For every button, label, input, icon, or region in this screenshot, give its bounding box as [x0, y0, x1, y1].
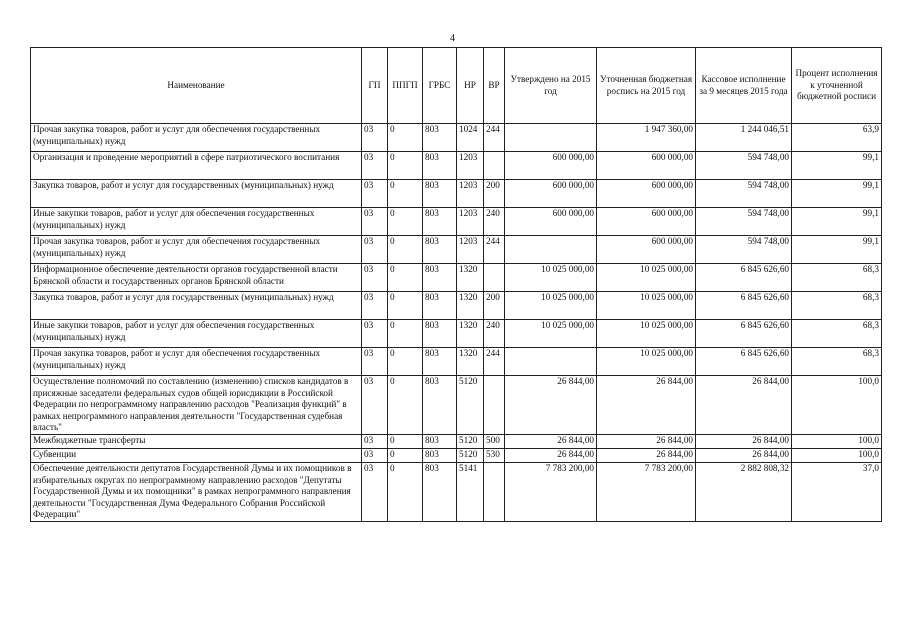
row-approved: 7 783 200,00: [505, 462, 597, 521]
row-percent: 68,3: [792, 292, 882, 320]
row-vr: [484, 376, 505, 435]
table-row: [31, 348, 882, 376]
budget-table: [30, 47, 882, 522]
row-vr: 244: [484, 124, 505, 152]
row-ppgp: 0: [388, 180, 423, 208]
row-cash: 6 845 626,60: [696, 264, 792, 292]
row-ppgp: 0: [388, 448, 423, 462]
row-refined: 26 844,00: [597, 448, 696, 462]
row-approved: 10 025 000,00: [505, 264, 597, 292]
row-approved: [505, 236, 597, 264]
row-np: 1320: [457, 264, 484, 292]
row-grbs: 803: [423, 448, 457, 462]
header-ppgp: ППГП: [388, 48, 423, 124]
row-refined: 26 844,00: [597, 376, 696, 435]
row-vr: 530: [484, 448, 505, 462]
row-refined: 10 025 000,00: [597, 348, 696, 376]
row-gp: 03: [362, 264, 388, 292]
row-gp: 03: [362, 320, 388, 348]
row-grbs: 803: [423, 124, 457, 152]
row-approved: 10 025 000,00: [505, 292, 597, 320]
row-cash: 594 748,00: [696, 180, 792, 208]
row-approved: 600 000,00: [505, 208, 597, 236]
row-grbs: 803: [423, 236, 457, 264]
row-vr: [484, 152, 505, 180]
row-np: 1320: [457, 292, 484, 320]
row-ppgp: 0: [388, 320, 423, 348]
header-cash: Кассовое исполнение за 9 месяцев 2015 года: [696, 48, 792, 124]
row-approved: 26 844,00: [505, 448, 597, 462]
row-np: 1024: [457, 124, 484, 152]
header-grbs: ГРБС: [423, 48, 457, 124]
table-row: [31, 292, 882, 320]
row-approved: 600 000,00: [505, 180, 597, 208]
row-ppgp: 0: [388, 208, 423, 236]
row-name: Закупка товаров, работ и услуг для государственных (муниципальных) нужд: [31, 292, 362, 320]
row-np: 1203: [457, 236, 484, 264]
header-name: Наименование: [31, 48, 362, 124]
row-gp: 03: [362, 448, 388, 462]
row-grbs: 803: [423, 348, 457, 376]
row-gp: 03: [362, 236, 388, 264]
row-ppgp: 0: [388, 462, 423, 521]
row-percent: 68,3: [792, 264, 882, 292]
header-gp: ГП: [362, 48, 388, 124]
row-refined: 1 947 360,00: [597, 124, 696, 152]
row-name: Иные закупки товаров, работ и услуг для обеспечения государственных (муниципальных) нужд: [31, 320, 362, 348]
row-approved: 26 844,00: [505, 434, 597, 448]
row-ppgp: 0: [388, 434, 423, 448]
row-gp: 03: [362, 208, 388, 236]
row-refined: 10 025 000,00: [597, 264, 696, 292]
row-name: Прочая закупка товаров, работ и услуг для обеспечения государственных (муниципальных) нужд: [31, 236, 362, 264]
row-refined: 600 000,00: [597, 152, 696, 180]
row-cash: 1 244 046,51: [696, 124, 792, 152]
table-row: [31, 152, 882, 180]
row-vr: 200: [484, 180, 505, 208]
row-gp: 03: [362, 292, 388, 320]
row-grbs: 803: [423, 320, 457, 348]
row-ppgp: 0: [388, 292, 423, 320]
row-name: Осуществление полномочий по составлению (изменению) списков кандидатов в присяжные заседатели федеральных судов общей юрисдикции в Российской Федерации по непрограммному направлению расходов "Реализация функций" в рамках непрограммного направления деятельности "Государственная судебная власть": [31, 376, 362, 435]
page-number: 4: [450, 33, 455, 44]
row-name: Закупка товаров, работ и услуг для государственных (муниципальных) нужд: [31, 180, 362, 208]
row-ppgp: 0: [388, 152, 423, 180]
row-ppgp: 0: [388, 376, 423, 435]
row-name: Иные закупки товаров, работ и услуг для обеспечения государственных (муниципальных) нужд: [31, 208, 362, 236]
row-gp: 03: [362, 124, 388, 152]
row-percent: 100,0: [792, 448, 882, 462]
row-percent: 99,1: [792, 180, 882, 208]
row-cash: 6 845 626,60: [696, 292, 792, 320]
header-refined: Уточненная бюджетная роспись на 2015 год: [597, 48, 696, 124]
row-cash: 6 845 626,60: [696, 320, 792, 348]
row-grbs: 803: [423, 462, 457, 521]
header-approved: Утверждено на 2015 год: [505, 48, 597, 124]
row-refined: 10 025 000,00: [597, 320, 696, 348]
row-percent: 68,3: [792, 320, 882, 348]
table-header-row: [31, 48, 882, 124]
row-gp: 03: [362, 462, 388, 521]
row-name: Субвенции: [31, 448, 362, 462]
row-grbs: 803: [423, 264, 457, 292]
row-approved: 600 000,00: [505, 152, 597, 180]
row-percent: 68,3: [792, 348, 882, 376]
row-approved: [505, 348, 597, 376]
row-vr: 200: [484, 292, 505, 320]
row-refined: 600 000,00: [597, 236, 696, 264]
row-name: Межбюджетные трансферты: [31, 434, 362, 448]
table-row: [31, 320, 882, 348]
row-np: 5120: [457, 448, 484, 462]
row-vr: 500: [484, 434, 505, 448]
row-refined: 600 000,00: [597, 208, 696, 236]
header-np: НР: [457, 48, 484, 124]
table-row: [31, 236, 882, 264]
row-grbs: 803: [423, 434, 457, 448]
row-vr: 240: [484, 208, 505, 236]
row-percent: 100,0: [792, 376, 882, 435]
row-approved: 10 025 000,00: [505, 320, 597, 348]
row-np: 5141: [457, 462, 484, 521]
row-name: Организация и проведение мероприятий в сфере патриотического воспитания: [31, 152, 362, 180]
row-gp: 03: [362, 376, 388, 435]
row-cash: 6 845 626,60: [696, 348, 792, 376]
row-approved: [505, 124, 597, 152]
table-row: [31, 124, 882, 152]
table-row: [31, 180, 882, 208]
row-vr: [484, 264, 505, 292]
row-gp: 03: [362, 434, 388, 448]
row-ppgp: 0: [388, 348, 423, 376]
row-ppgp: 0: [388, 236, 423, 264]
row-refined: 600 000,00: [597, 180, 696, 208]
table-row: [31, 448, 882, 462]
row-cash: 26 844,00: [696, 448, 792, 462]
row-cash: 594 748,00: [696, 236, 792, 264]
row-vr: 244: [484, 236, 505, 264]
row-cash: 26 844,00: [696, 376, 792, 435]
header-vr: ВР: [484, 48, 505, 124]
row-np: 5120: [457, 434, 484, 448]
row-np: 1203: [457, 180, 484, 208]
row-ppgp: 0: [388, 264, 423, 292]
row-refined: 10 025 000,00: [597, 292, 696, 320]
table-row: [31, 264, 882, 292]
row-vr: 244: [484, 348, 505, 376]
row-cash: 594 748,00: [696, 208, 792, 236]
row-name: Обеспечение деятельности депутатов Государственной Думы и их помощников в избирательных округах по непрограммному направлению расходов "Депутаты Государственной Думы и их помощники" в рамках непрограммного направления деятельности "Государственная Дума Федерального Собрания Российской Федерации": [31, 462, 362, 521]
row-grbs: 803: [423, 208, 457, 236]
row-grbs: 803: [423, 376, 457, 435]
table-row: [31, 376, 882, 435]
row-refined: 7 783 200,00: [597, 462, 696, 521]
row-cash: 2 882 808,32: [696, 462, 792, 521]
row-refined: 26 844,00: [597, 434, 696, 448]
row-gp: 03: [362, 180, 388, 208]
row-np: 5120: [457, 376, 484, 435]
row-percent: 99,1: [792, 208, 882, 236]
row-ppgp: 0: [388, 124, 423, 152]
row-percent: 63,9: [792, 124, 882, 152]
row-percent: 100,0: [792, 434, 882, 448]
row-percent: 37,0: [792, 462, 882, 521]
row-grbs: 803: [423, 152, 457, 180]
row-gp: 03: [362, 348, 388, 376]
row-cash: 26 844,00: [696, 434, 792, 448]
row-percent: 99,1: [792, 152, 882, 180]
row-np: 1203: [457, 152, 484, 180]
table-row: [31, 462, 882, 521]
table-row: [31, 208, 882, 236]
row-vr: 240: [484, 320, 505, 348]
row-grbs: 803: [423, 180, 457, 208]
row-np: 1203: [457, 208, 484, 236]
row-vr: [484, 462, 505, 521]
row-approved: 26 844,00: [505, 376, 597, 435]
row-name: Прочая закупка товаров, работ и услуг для обеспечения государственных (муниципальных) нужд: [31, 124, 362, 152]
row-name: Информационное обеспечение деятельности органов государственной власти Брянской области и государственных органов Брянской области: [31, 264, 362, 292]
table-row: [31, 434, 882, 448]
row-cash: 594 748,00: [696, 152, 792, 180]
row-percent: 99,1: [792, 236, 882, 264]
row-gp: 03: [362, 152, 388, 180]
row-np: 1320: [457, 320, 484, 348]
row-grbs: 803: [423, 292, 457, 320]
row-name: Прочая закупка товаров, работ и услуг для обеспечения государственных (муниципальных) нужд: [31, 348, 362, 376]
row-np: 1320: [457, 348, 484, 376]
header-percent: Процент исполнения к уточненной бюджетной росписи: [792, 48, 882, 124]
